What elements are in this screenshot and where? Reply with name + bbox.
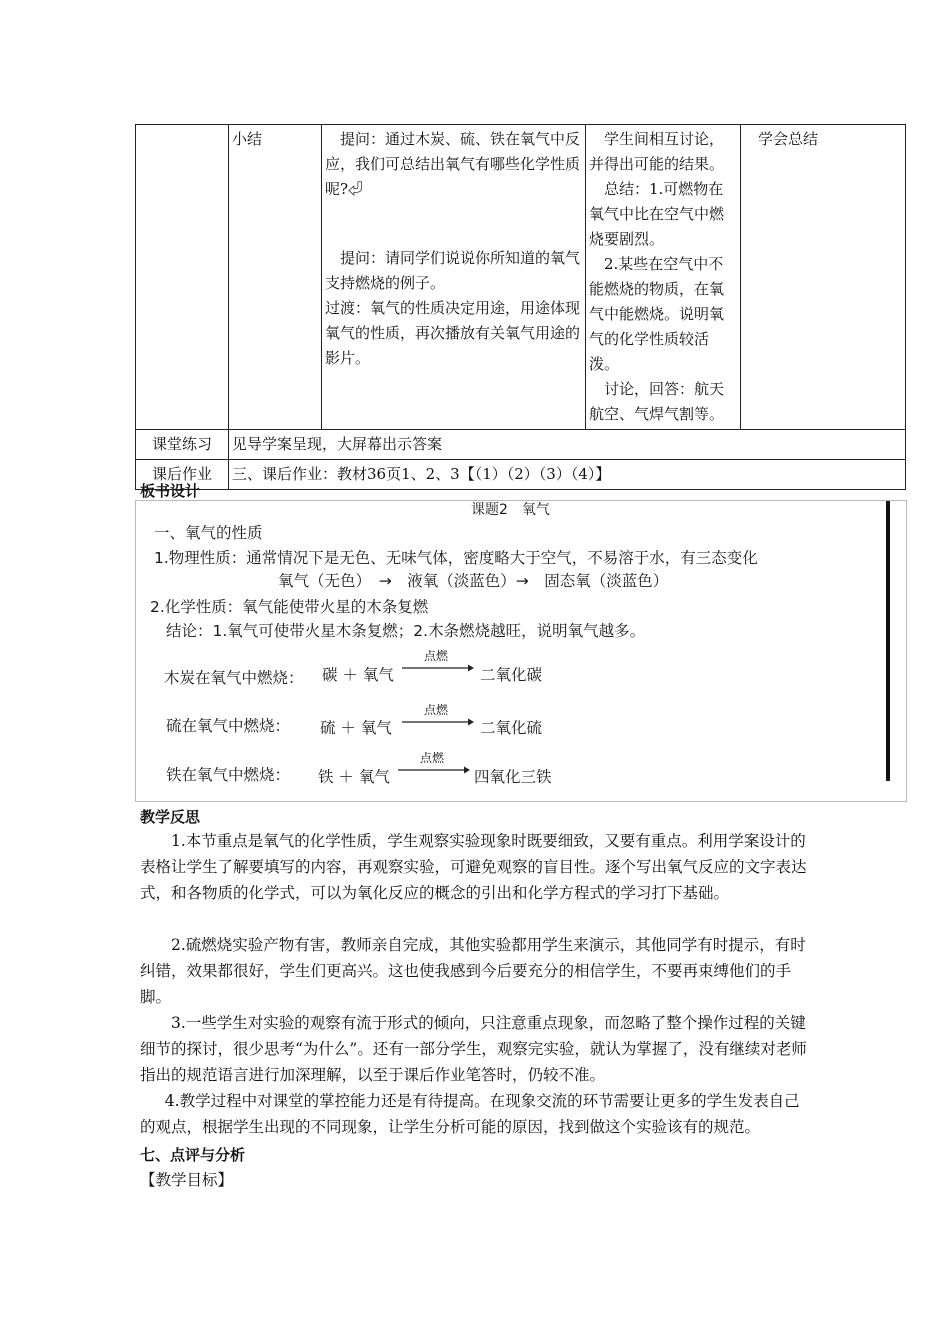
physical-properties: 1.物理性质：通常情况下是无色、无味气体，密度略大于空气，不易溶于水，有三态变化	[154, 549, 758, 567]
board-edge	[886, 501, 890, 781]
reaction-arrow	[402, 701, 474, 731]
homework-label: 课后作业	[136, 460, 229, 490]
arrow-icon	[402, 663, 474, 673]
teaching-goals-label: 【教学目标】	[140, 1171, 234, 1189]
board-heading: 板书设计	[140, 482, 201, 500]
conclusion: 结论：1.氧气可使带火星木条复燃；2.木条燃烧越旺，说明氧气越多。	[166, 622, 646, 640]
reflection-paragraph-2: 2.硫燃烧实验产物有害，教师亲自完成，其他实验都用学生来演示，其他同学有时提示，有时纠错，效果都很好，学生们更高兴。这也使我感到今后要充分的相信学生，不要再束缚他们的手脚。	[140, 936, 806, 1006]
reflection-paragraph-3: 3.一些学生对实验的观察有流于形式的倾向，只注意重点现象，而忽略了整个操作过程的关键细节的探讨，很少思考“为什么”。还有一部分学生，观察完实验，就认为掌握了，没有继续对老师指出的规范语言进行加深理解，以至于课后作业笔答时，仍较不准。	[140, 1014, 807, 1084]
student-summary-2: 2.某些在空气中不能燃烧的物质，在氧气中能燃烧。说明氧气的化学性质较活泼。	[589, 255, 725, 373]
reaction-condition: 点燃	[424, 703, 449, 717]
reaction-arrow	[402, 647, 474, 677]
reaction-product: 四氧化三铁	[474, 768, 552, 786]
chemical-properties: 2.化学性质：氧气能使带火星的木条复燃	[150, 598, 429, 616]
student-answer: 讨论，回答：航天航空、气焊气割等。	[589, 380, 725, 423]
board-title: 课题2 氧气	[471, 502, 550, 518]
table-row-summary	[136, 125, 906, 430]
arrow-icon	[398, 765, 470, 775]
intent-text: 学会总结	[758, 130, 819, 148]
cell-summary-label: 小结	[229, 125, 322, 430]
reaction-product: 二氧化碳	[480, 666, 543, 684]
cell-stage	[136, 125, 229, 430]
table-row-practice	[136, 430, 906, 460]
spacer	[325, 202, 582, 246]
reaction-product: 二氧化硫	[480, 719, 543, 737]
reaction-label: 木炭在氧气中燃烧：	[164, 669, 304, 687]
reaction-arrow	[398, 749, 470, 779]
teacher-question-2: 提问：请同学们说说你所知道的氧气支持燃烧的例子。	[325, 249, 581, 292]
teacher-transition: 过渡：氧气的性质决定用途，用途体现氧气的性质，再次播放有关氧气用途的影片。	[325, 299, 581, 367]
reflection-paragraph-4: 4.教学过程中对课堂的掌控能力还是有待提高。在现象交流的环节需要让更多的学生发表自己的观点，根据学生出现的不同现象，让学生分析可能的原因，找到做这个实验该有的规范。	[140, 1092, 800, 1136]
reaction-reactants: 铁 ＋ 氧气	[318, 768, 390, 786]
reaction-condition: 点燃	[420, 751, 445, 765]
reflection-heading: 教学反思	[140, 808, 201, 826]
teacher-question-1: 提问：通过木炭、硫、铁在氧气中反应，我们可总结出氧气有哪些化学性质呢?⏎	[325, 130, 581, 198]
reaction-reactants: 碳 ＋ 氧气	[322, 666, 394, 684]
cell-student-activity	[586, 125, 741, 430]
student-summary-1: 总结：1.可燃物在氧气中比在空气中燃烧要剧烈。	[589, 180, 725, 248]
cell-teacher-activity	[322, 125, 586, 430]
board-design	[135, 500, 907, 802]
reaction-condition: 点燃	[424, 649, 449, 663]
homework-content: 三、课后作业：教材36页1、2、3【（1）（2）（3）（4）】	[229, 460, 906, 490]
reaction-reactants: 硫 ＋ 氧气	[320, 719, 392, 737]
table-row-homework	[136, 460, 906, 490]
board-section-1: 一、氧气的性质	[154, 524, 263, 542]
arrow-icon	[402, 717, 474, 727]
reaction-label: 硫在氧气中燃烧：	[166, 717, 291, 735]
three-states: 氧气（无色） → 液氧（淡蓝色）→ 固态氧（淡蓝色）	[278, 572, 669, 590]
reaction-label: 铁在氧气中燃烧：	[166, 766, 291, 784]
student-discussion: 学生间相互讨论，并得出可能的结果。	[589, 130, 725, 173]
lesson-table	[135, 124, 906, 490]
reflection-paragraph-1: 1.本节重点是氧气的化学性质，学生观察实验现象时既要细致，又要有重点。利用学案设计的表格让学生了解要填写的内容，再观察实验，可避免观察的盲目性。逐个写出氧气反应的文字表达式，和各物质的化学式，可以为氧化反应的概念的引出和化学方程式的学习打下基础。	[140, 832, 807, 902]
cell-intent	[741, 125, 906, 430]
practice-content: 见导学案呈现，大屏幕出示答案	[229, 430, 906, 460]
section-7-heading: 七、点评与分析	[140, 1146, 246, 1164]
practice-label: 课堂练习	[136, 430, 229, 460]
